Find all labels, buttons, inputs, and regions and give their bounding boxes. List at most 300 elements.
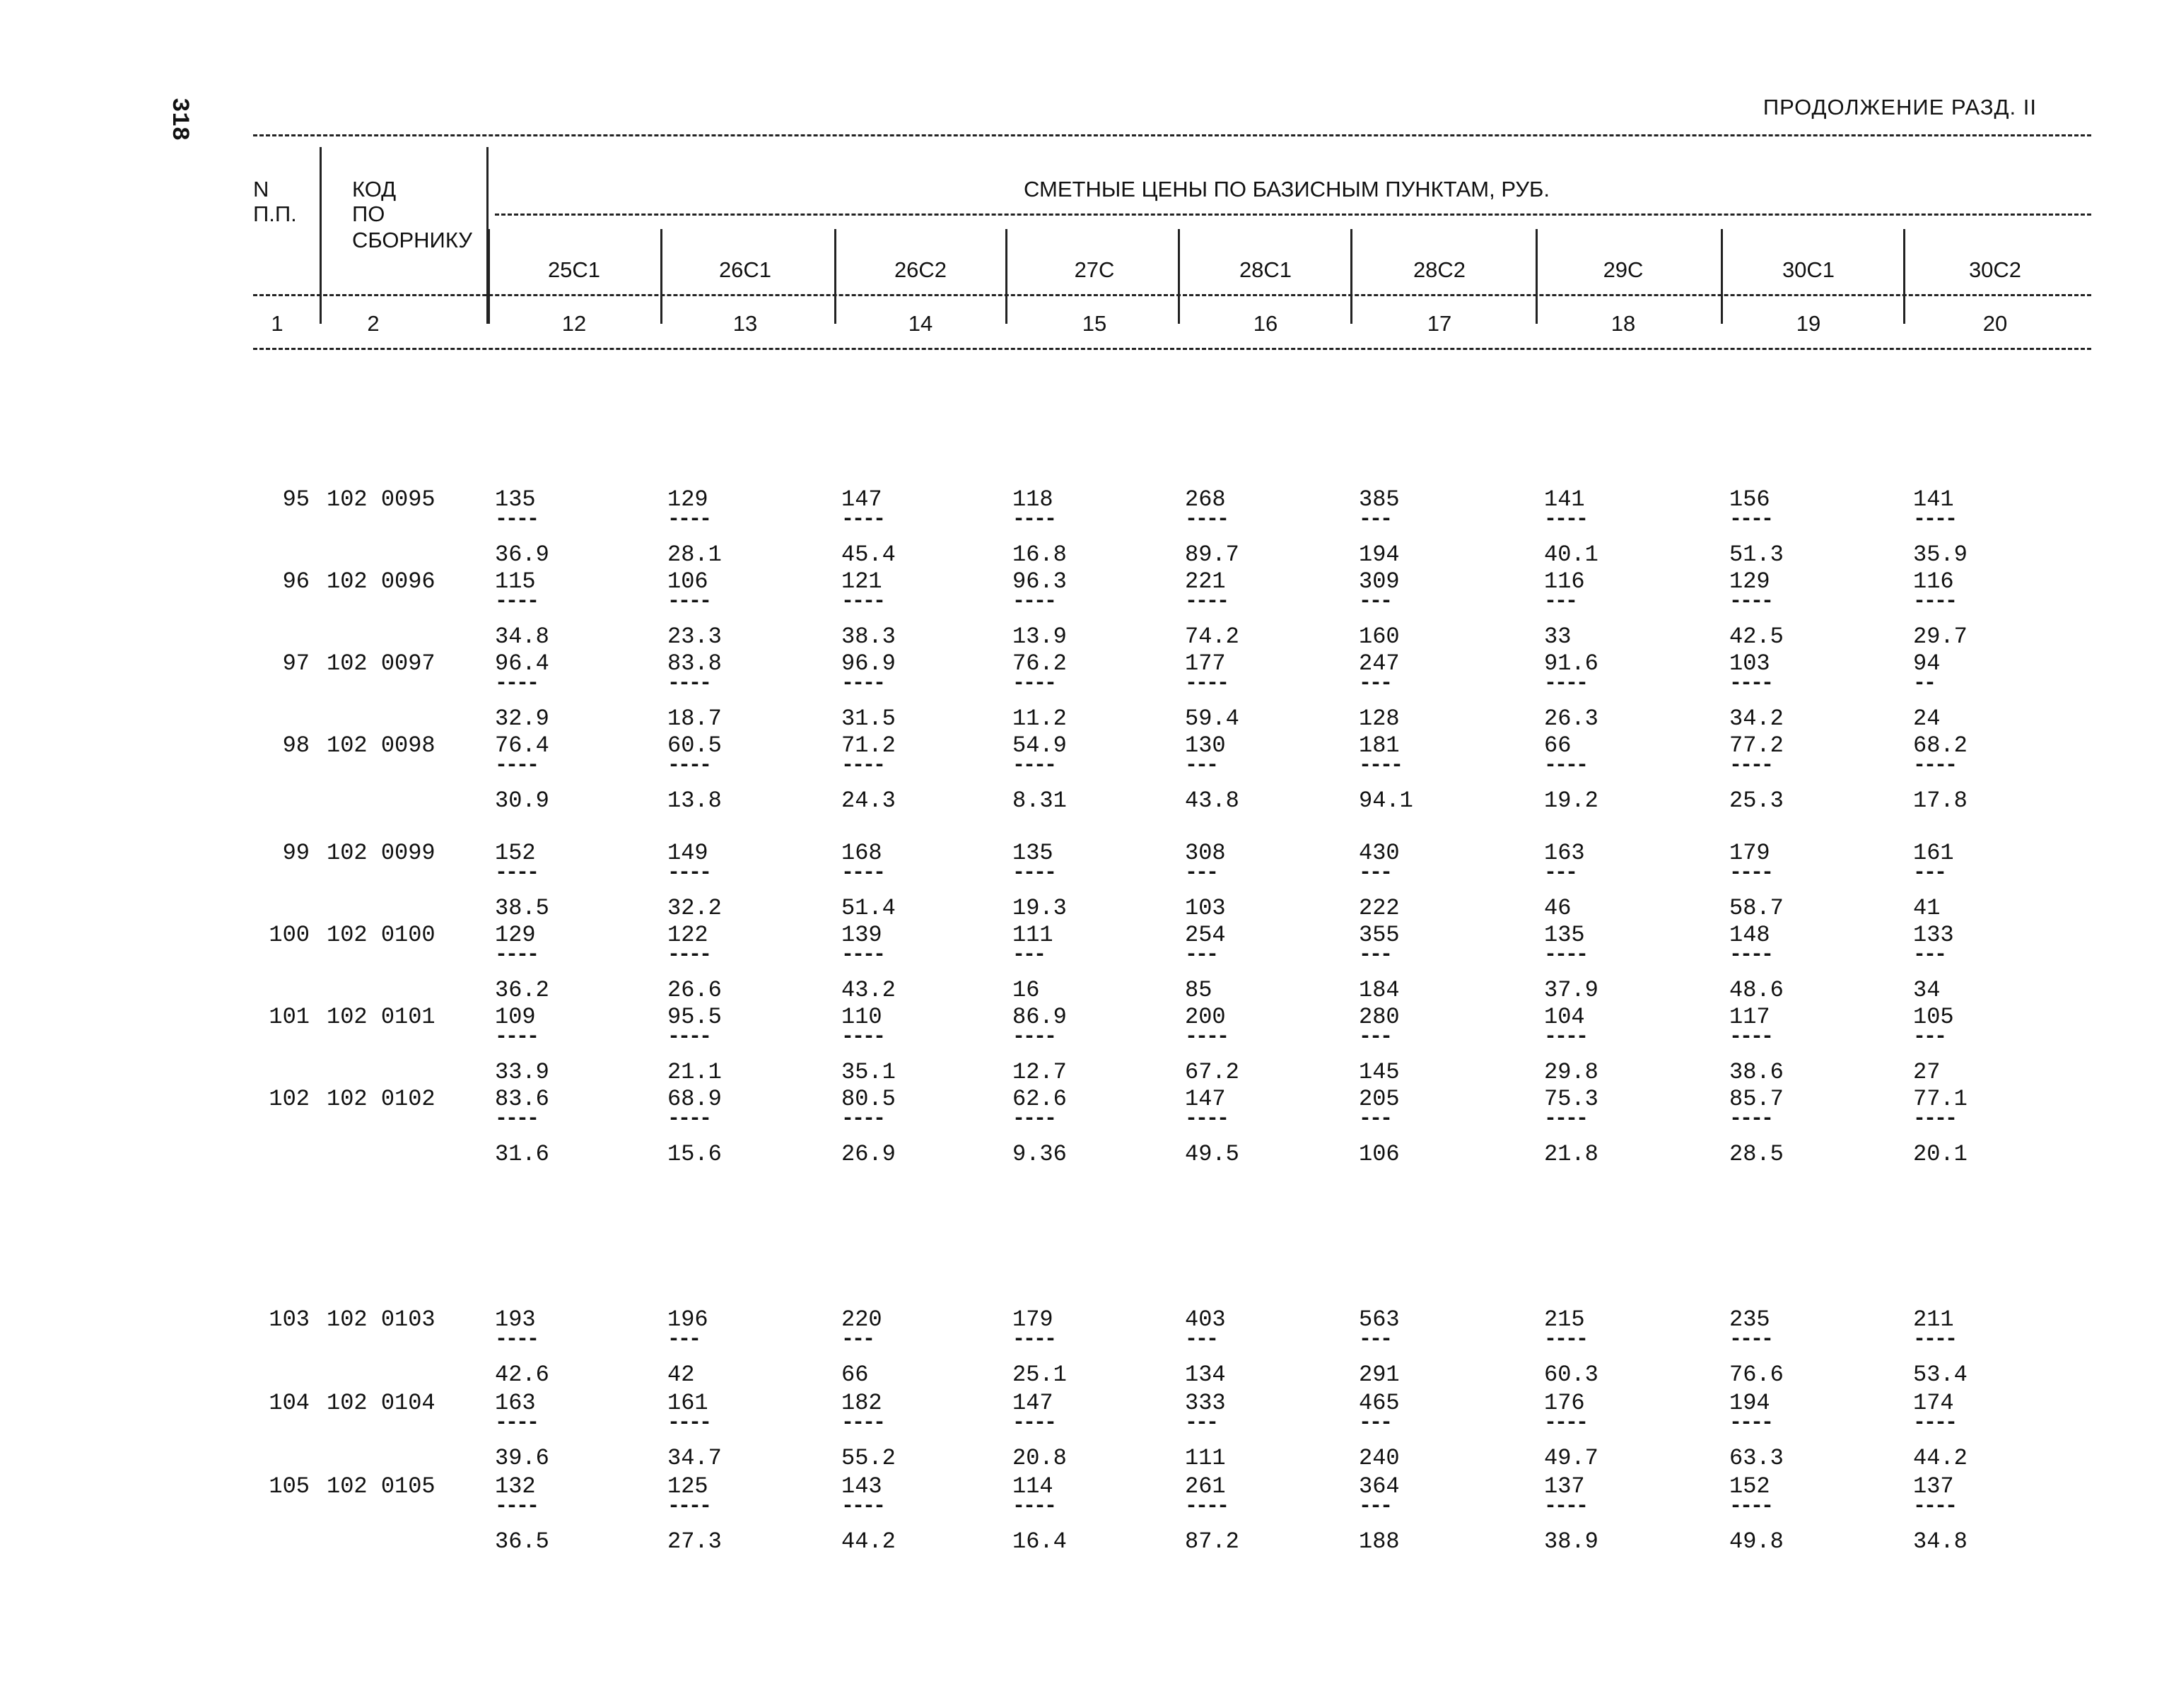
price-value-bottom: 160 — [1359, 624, 1400, 650]
price-value-bottom: 31.6 — [495, 1141, 549, 1167]
price-value-top: 247 — [1359, 650, 1400, 677]
fraction-divider: ---- — [841, 508, 884, 532]
price-value-bottom: 38.6 — [1729, 1059, 1784, 1085]
price-value-top: 118 — [1012, 486, 1053, 513]
price-value-top: 80.5 — [841, 1086, 896, 1112]
price-value-bottom: 27.3 — [667, 1528, 722, 1555]
price-code-divider — [1536, 229, 1538, 324]
fraction-divider: ---- — [1012, 1025, 1056, 1049]
price-value-top: 211 — [1913, 1306, 1954, 1333]
header-subcolumn-rule — [253, 294, 2091, 296]
row-number: 98 — [282, 732, 310, 759]
fraction-divider: ---- — [841, 1107, 884, 1131]
price-value-bottom: 20.8 — [1012, 1445, 1067, 1471]
fraction-divider: --- — [1185, 943, 1217, 967]
price-value-top: 205 — [1359, 1086, 1400, 1112]
price-value-bottom: 240 — [1359, 1445, 1400, 1471]
price-value-top: 109 — [495, 1004, 536, 1030]
price-value-top: 179 — [1012, 1306, 1053, 1333]
price-value-top: 86.9 — [1012, 1004, 1067, 1030]
price-code-label: 27С — [1074, 257, 1115, 282]
price-value-bottom: 89.7 — [1185, 542, 1239, 568]
fraction-divider: ---- — [495, 1494, 538, 1519]
price-value-bottom: 32.9 — [495, 706, 549, 732]
price-value-bottom: 291 — [1359, 1362, 1400, 1388]
price-code-divider — [834, 229, 836, 324]
price-value-top: 68.2 — [1913, 732, 1968, 759]
price-value-top: 168 — [841, 840, 882, 866]
price-value-top: 66 — [1544, 732, 1572, 759]
price-value-bottom: 43.2 — [841, 977, 896, 1003]
fraction-divider: ---- — [1544, 1494, 1587, 1519]
price-value-bottom: 32.2 — [667, 895, 722, 921]
price-value-bottom: 26.9 — [841, 1141, 896, 1167]
price-value-top: 143 — [841, 1473, 882, 1499]
fraction-divider: ---- — [1729, 754, 1772, 778]
page-number: 318 — [165, 98, 192, 141]
row-number: 102 — [269, 1086, 310, 1112]
price-value-top: 163 — [1544, 840, 1585, 866]
price-value-top: 106 — [667, 568, 708, 595]
price-value-bottom: 76.6 — [1729, 1362, 1784, 1388]
fraction-divider: ---- — [1185, 590, 1228, 614]
header-col-code-line3: СБОРНИКУ — [352, 228, 472, 252]
fraction-divider: ---- — [495, 672, 538, 696]
price-value-top: 221 — [1185, 568, 1226, 595]
price-value-top: 76.2 — [1012, 650, 1067, 677]
fraction-divider: ---- — [1012, 1494, 1056, 1519]
price-value-bottom: 25.1 — [1012, 1362, 1067, 1388]
fraction-divider: ---- — [1185, 1025, 1228, 1049]
price-value-top: 121 — [841, 568, 882, 595]
fraction-divider: ---- — [1185, 1107, 1228, 1131]
price-value-top: 152 — [495, 840, 536, 866]
row-code: 102 0097 — [327, 650, 436, 677]
price-value-bottom: 17.8 — [1913, 788, 1968, 814]
fraction-divider: --- — [1913, 861, 1946, 885]
price-code-divider — [660, 229, 662, 324]
row-code: 102 0098 — [327, 732, 436, 759]
fraction-divider: ---- — [1544, 508, 1587, 532]
fraction-divider: --- — [1359, 1494, 1391, 1519]
price-value-bottom: 12.7 — [1012, 1059, 1067, 1085]
price-value-bottom: 194 — [1359, 542, 1400, 568]
fraction-divider: ---- — [495, 943, 538, 967]
price-value-bottom: 59.4 — [1185, 706, 1239, 732]
price-value-bottom: 44.2 — [841, 1528, 896, 1555]
fraction-divider: ---- — [1729, 508, 1772, 532]
price-value-top: 110 — [841, 1004, 882, 1030]
price-value-bottom: 106 — [1359, 1141, 1400, 1167]
price-value-bottom: 35.9 — [1913, 542, 1968, 568]
column-number: 20 — [1982, 311, 2008, 336]
header-bottom-rule — [253, 348, 2091, 350]
price-value-bottom: 26.3 — [1544, 706, 1598, 732]
price-value-top: 149 — [667, 840, 708, 866]
price-value-top: 76.4 — [495, 732, 549, 759]
row-number: 104 — [269, 1390, 310, 1416]
price-value-bottom: 20.1 — [1913, 1141, 1968, 1167]
fraction-divider: --- — [1359, 508, 1391, 532]
price-value-bottom: 222 — [1359, 895, 1400, 921]
price-value-top: 465 — [1359, 1390, 1400, 1416]
fraction-divider: ---- — [1729, 672, 1772, 696]
price-value-top: 94 — [1913, 650, 1941, 677]
fraction-divider: ---- — [667, 1107, 711, 1131]
fraction-divider: ---- — [1913, 1328, 1956, 1352]
price-value-top: 62.6 — [1012, 1086, 1067, 1112]
fraction-divider: ---- — [667, 861, 711, 885]
price-value-bottom: 19.2 — [1544, 788, 1598, 814]
price-value-top: 261 — [1185, 1473, 1226, 1499]
price-value-top: 85.7 — [1729, 1086, 1784, 1112]
fraction-divider: ---- — [841, 590, 884, 614]
price-value-bottom: 30.9 — [495, 788, 549, 814]
price-value-top: 147 — [1185, 1086, 1226, 1112]
price-value-bottom: 37.9 — [1544, 977, 1598, 1003]
price-code-divider — [1350, 229, 1352, 324]
price-value-top: 147 — [841, 486, 882, 513]
fraction-divider: ---- — [1185, 672, 1228, 696]
price-value-top: 135 — [495, 486, 536, 513]
price-value-bottom: 8.31 — [1012, 788, 1067, 814]
column-number: 1 — [271, 311, 283, 336]
price-value-bottom: 35.1 — [841, 1059, 896, 1085]
fraction-divider: ---- — [1012, 1107, 1056, 1131]
price-value-top: 177 — [1185, 650, 1226, 677]
fraction-divider: --- — [1359, 672, 1391, 696]
price-value-bottom: 66 — [841, 1362, 869, 1388]
row-number: 101 — [269, 1004, 310, 1030]
price-value-bottom: 21.1 — [667, 1059, 722, 1085]
fraction-divider: --- — [1913, 1025, 1946, 1049]
price-value-bottom: 29.7 — [1913, 624, 1968, 650]
fraction-divider: ---- — [1012, 508, 1056, 532]
price-value-top: 96.3 — [1012, 568, 1067, 595]
price-value-top: 54.9 — [1012, 732, 1067, 759]
row-code: 102 0101 — [327, 1004, 436, 1030]
fraction-divider: ---- — [1544, 1411, 1587, 1435]
price-code-label: 30С2 — [1968, 257, 2022, 282]
price-value-top: 116 — [1913, 568, 1954, 595]
price-value-top: 220 — [841, 1306, 882, 1333]
header-col-code-line2: ПО — [352, 201, 385, 226]
fraction-divider: ---- — [1544, 672, 1587, 696]
price-value-bottom: 42.5 — [1729, 624, 1784, 650]
price-value-top: 174 — [1913, 1390, 1954, 1416]
price-value-top: 71.2 — [841, 732, 896, 759]
fraction-divider: --- — [1359, 1328, 1391, 1352]
price-value-bottom: 24 — [1913, 706, 1941, 732]
price-value-bottom: 38.3 — [841, 624, 896, 650]
fraction-divider: --- — [1359, 1411, 1391, 1435]
price-value-top: 133 — [1913, 922, 1954, 948]
fraction-divider: ---- — [841, 754, 884, 778]
price-value-top: 161 — [1913, 840, 1954, 866]
price-value-top: 139 — [841, 922, 882, 948]
price-value-top: 83.8 — [667, 650, 722, 677]
row-number: 103 — [269, 1306, 310, 1333]
price-value-top: 114 — [1012, 1473, 1053, 1499]
price-value-bottom: 28.5 — [1729, 1141, 1784, 1167]
fraction-divider: ---- — [1185, 1494, 1228, 1519]
fraction-divider: --- — [1185, 1411, 1217, 1435]
fraction-divider: ---- — [841, 943, 884, 967]
fraction-divider: ---- — [667, 1411, 711, 1435]
row-code: 102 0100 — [327, 922, 436, 948]
price-value-top: 137 — [1913, 1473, 1954, 1499]
fraction-divider: ---- — [1544, 1025, 1587, 1049]
fraction-divider: ---- — [1729, 943, 1772, 967]
fraction-divider: ---- — [495, 1411, 538, 1435]
price-value-bottom: 16.4 — [1012, 1528, 1067, 1555]
price-value-top: 60.5 — [667, 732, 722, 759]
price-value-bottom: 36.9 — [495, 542, 549, 568]
row-number: 100 — [269, 922, 310, 948]
price-value-top: 104 — [1544, 1004, 1585, 1030]
fraction-divider: --- — [1359, 1107, 1391, 1131]
price-value-bottom: 36.2 — [495, 977, 549, 1003]
fraction-divider: ---- — [1729, 861, 1772, 885]
price-value-bottom: 40.1 — [1544, 542, 1598, 568]
column-number: 12 — [561, 311, 587, 336]
price-value-top: 235 — [1729, 1306, 1770, 1333]
fraction-divider: --- — [1185, 754, 1217, 778]
price-value-bottom: 29.8 — [1544, 1059, 1598, 1085]
price-value-bottom: 34.8 — [495, 624, 549, 650]
price-value-top: 83.6 — [495, 1086, 549, 1112]
column-number: 17 — [1427, 311, 1452, 336]
price-value-top: 141 — [1544, 486, 1585, 513]
price-value-top: 148 — [1729, 922, 1770, 948]
price-value-top: 129 — [1729, 568, 1770, 595]
fraction-divider: --- — [1544, 590, 1577, 614]
header-col-code-line1: КОД — [352, 177, 397, 201]
fraction-divider: --- — [841, 1328, 874, 1352]
row-code: 102 0095 — [327, 486, 436, 513]
price-value-bottom: 87.2 — [1185, 1528, 1239, 1555]
fraction-divider: --- — [1359, 861, 1391, 885]
fraction-divider: ---- — [1913, 508, 1956, 532]
fraction-divider: --- — [1359, 943, 1391, 967]
price-value-bottom: 63.3 — [1729, 1445, 1784, 1471]
fraction-divider: ---- — [495, 590, 538, 614]
fraction-divider: ---- — [667, 754, 711, 778]
fraction-divider: ---- — [495, 1107, 538, 1131]
price-value-bottom: 33.9 — [495, 1059, 549, 1085]
fraction-divider: ---- — [1913, 754, 1956, 778]
price-value-top: 430 — [1359, 840, 1400, 866]
price-value-bottom: 11.2 — [1012, 706, 1067, 732]
price-code-divider — [1178, 229, 1180, 324]
price-value-top: 147 — [1012, 1390, 1053, 1416]
price-code-divider — [488, 229, 490, 324]
price-value-bottom: 49.7 — [1544, 1445, 1598, 1471]
header-prices-rule — [495, 214, 2091, 216]
price-value-bottom: 31.5 — [841, 706, 896, 732]
price-value-top: 152 — [1729, 1473, 1770, 1499]
price-value-bottom: 58.7 — [1729, 895, 1784, 921]
fraction-divider: ---- — [1913, 1107, 1956, 1131]
price-value-bottom: 34.7 — [667, 1445, 722, 1471]
column-number: 16 — [1253, 311, 1278, 336]
fraction-divider: ---- — [841, 1494, 884, 1519]
section-title: ПРОДОЛЖЕНИЕ РАЗД. II — [1763, 95, 2037, 119]
price-value-bottom: 28.1 — [667, 542, 722, 568]
price-value-bottom: 51.4 — [841, 895, 896, 921]
fraction-divider: ---- — [667, 672, 711, 696]
fraction-divider: ---- — [1012, 1411, 1056, 1435]
row-number: 105 — [269, 1473, 310, 1499]
row-code: 102 0096 — [327, 568, 436, 595]
fraction-divider: --- — [1359, 1025, 1391, 1049]
price-value-bottom: 74.2 — [1185, 624, 1239, 650]
price-value-bottom: 184 — [1359, 977, 1400, 1003]
price-value-bottom: 27 — [1913, 1059, 1941, 1085]
fraction-divider: ---- — [841, 1411, 884, 1435]
fraction-divider: ---- — [1729, 1025, 1772, 1049]
fraction-divider: ---- — [1012, 672, 1056, 696]
price-value-top: 96.4 — [495, 650, 549, 677]
price-value-top: 563 — [1359, 1306, 1400, 1333]
price-value-bottom: 94.1 — [1359, 788, 1413, 814]
fraction-divider: -- — [1913, 672, 1935, 696]
price-value-top: 132 — [495, 1473, 536, 1499]
price-value-bottom: 16.8 — [1012, 542, 1067, 568]
price-value-top: 364 — [1359, 1473, 1400, 1499]
price-value-top: 161 — [667, 1390, 708, 1416]
price-value-top: 309 — [1359, 568, 1400, 595]
fraction-divider: ---- — [1729, 590, 1772, 614]
header-divider-n-code — [320, 147, 322, 324]
fraction-divider: ---- — [841, 861, 884, 885]
price-code-label: 30С1 — [1782, 257, 1835, 282]
fraction-divider: --- — [1012, 943, 1045, 967]
price-value-bottom: 134 — [1185, 1362, 1226, 1388]
fraction-divider: ---- — [495, 861, 538, 885]
price-code-label: 26С2 — [894, 257, 947, 282]
price-value-bottom: 18.7 — [667, 706, 722, 732]
price-value-bottom: 15.6 — [667, 1141, 722, 1167]
row-number: 95 — [282, 486, 310, 513]
price-value-top: 135 — [1012, 840, 1053, 866]
price-value-top: 122 — [667, 922, 708, 948]
column-number: 18 — [1611, 311, 1636, 336]
price-value-top: 96.9 — [841, 650, 896, 677]
row-code: 102 0099 — [327, 840, 436, 866]
column-number: 2 — [367, 311, 380, 336]
fraction-divider: ---- — [841, 1025, 884, 1049]
price-value-top: 135 — [1544, 922, 1585, 948]
price-value-top: 333 — [1185, 1390, 1226, 1416]
column-number: 13 — [732, 311, 758, 336]
row-code: 102 0103 — [327, 1306, 436, 1333]
row-code: 102 0105 — [327, 1473, 436, 1499]
price-value-bottom: 24.3 — [841, 788, 896, 814]
price-value-bottom: 34.2 — [1729, 706, 1784, 732]
price-value-top: 355 — [1359, 922, 1400, 948]
price-value-bottom: 46 — [1544, 895, 1572, 921]
price-value-bottom: 67.2 — [1185, 1059, 1239, 1085]
price-value-bottom: 39.6 — [495, 1445, 549, 1471]
price-value-top: 268 — [1185, 486, 1226, 513]
price-value-top: 137 — [1544, 1473, 1585, 1499]
price-value-top: 129 — [667, 486, 708, 513]
fraction-divider: ---- — [1913, 1494, 1956, 1519]
price-value-bottom: 43.8 — [1185, 788, 1239, 814]
price-value-top: 141 — [1913, 486, 1954, 513]
fraction-divider: ---- — [1544, 943, 1587, 967]
row-code: 102 0104 — [327, 1390, 436, 1416]
price-value-top: 103 — [1729, 650, 1770, 677]
price-value-top: 193 — [495, 1306, 536, 1333]
fraction-divider: ---- — [1729, 1328, 1772, 1352]
price-value-top: 194 — [1729, 1390, 1770, 1416]
row-number: 97 — [282, 650, 310, 677]
price-value-top: 176 — [1544, 1390, 1585, 1416]
row-number: 99 — [282, 840, 310, 866]
fraction-divider: ---- — [495, 1328, 538, 1352]
price-value-top: 181 — [1359, 732, 1400, 759]
price-value-bottom: 188 — [1359, 1528, 1400, 1555]
fraction-divider: ---- — [1729, 1494, 1772, 1519]
price-value-top: 385 — [1359, 486, 1400, 513]
price-code-divider — [1005, 229, 1007, 324]
price-code-divider — [1721, 229, 1723, 324]
price-value-bottom: 36.5 — [495, 1528, 549, 1555]
fraction-divider: ---- — [667, 590, 711, 614]
price-value-bottom: 51.3 — [1729, 542, 1784, 568]
price-code-label: 28С2 — [1413, 257, 1466, 282]
price-value-top: 91.6 — [1544, 650, 1598, 677]
header-prices-title: СМЕТНЫЕ ЦЕНЫ ПО БАЗИСНЫМ ПУНКТАМ, РУБ. — [1024, 177, 1550, 201]
price-value-top: 95.5 — [667, 1004, 722, 1030]
price-code-label: 26С1 — [718, 257, 772, 282]
fraction-divider: ---- — [1012, 861, 1056, 885]
fraction-divider: ---- — [667, 1025, 711, 1049]
price-value-bottom: 34.8 — [1913, 1528, 1968, 1555]
price-value-top: 280 — [1359, 1004, 1400, 1030]
fraction-divider: ---- — [1544, 1328, 1587, 1352]
fraction-divider: ---- — [1185, 508, 1228, 532]
price-value-bottom: 13.8 — [667, 788, 722, 814]
price-value-top: 129 — [495, 922, 536, 948]
price-value-bottom: 49.5 — [1185, 1141, 1239, 1167]
price-code-label: 28С1 — [1239, 257, 1292, 282]
price-value-top: 254 — [1185, 922, 1226, 948]
fraction-divider: --- — [1185, 861, 1217, 885]
price-value-bottom: 145 — [1359, 1059, 1400, 1085]
price-value-bottom: 85 — [1185, 977, 1212, 1003]
price-value-top: 105 — [1913, 1004, 1954, 1030]
fraction-divider: ---- — [667, 1494, 711, 1519]
price-value-top: 111 — [1012, 922, 1053, 948]
price-value-bottom: 9.36 — [1012, 1141, 1067, 1167]
price-value-bottom: 38.9 — [1544, 1528, 1598, 1555]
price-value-bottom: 26.6 — [667, 977, 722, 1003]
fraction-divider: ---- — [1913, 590, 1956, 614]
price-value-top: 182 — [841, 1390, 882, 1416]
fraction-divider: --- — [1544, 861, 1577, 885]
price-value-bottom: 45.4 — [841, 542, 896, 568]
fraction-divider: ---- — [667, 508, 711, 532]
price-value-top: 163 — [495, 1390, 536, 1416]
column-number: 14 — [908, 311, 933, 336]
price-value-top: 116 — [1544, 568, 1585, 595]
price-value-bottom: 19.3 — [1012, 895, 1067, 921]
price-value-bottom: 23.3 — [667, 624, 722, 650]
price-value-top: 117 — [1729, 1004, 1770, 1030]
